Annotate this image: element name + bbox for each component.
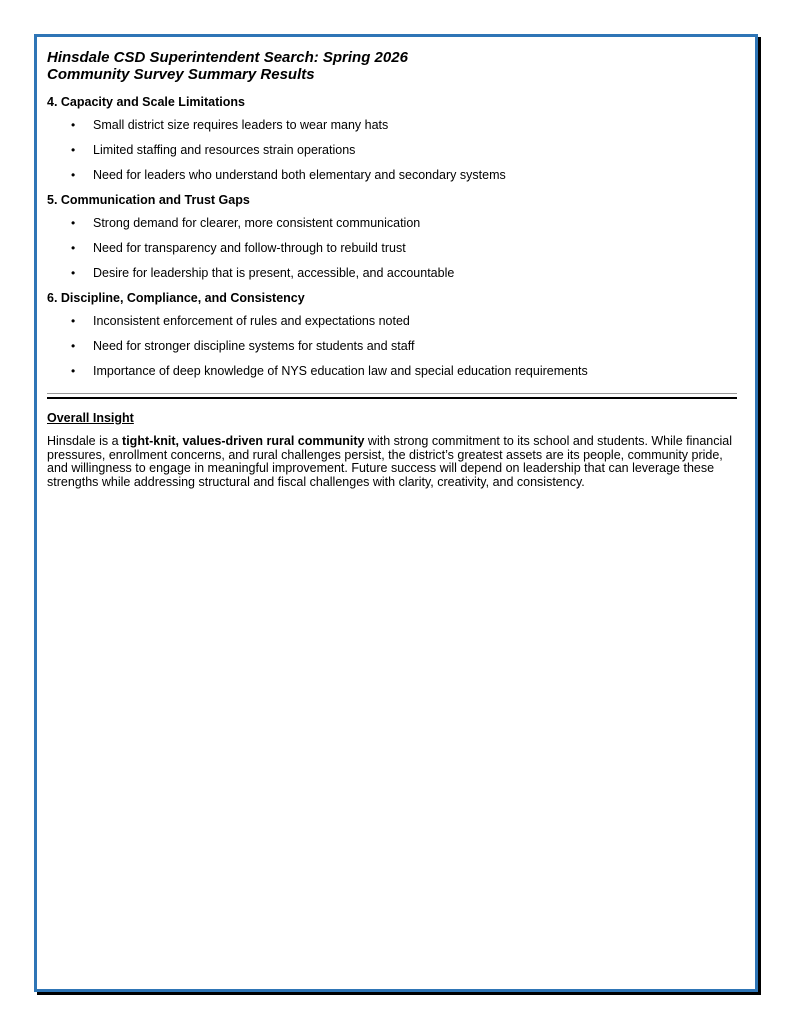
list-item [47, 339, 737, 354]
divider-thick [47, 397, 737, 399]
page-frame [34, 34, 758, 992]
list-item [47, 364, 737, 379]
list-item-text: Need for leaders who understand both elementary and secondary systems [93, 168, 506, 182]
bullet-list [47, 118, 737, 183]
insight-emphasis: tight-knit, values-driven rural community [122, 434, 365, 448]
document-title [47, 49, 737, 83]
list-item-text: Inconsistent enforcement of rules and expectations noted [93, 314, 410, 328]
section-heading: 5. Communication and Trust Gaps [47, 193, 250, 207]
list-item [47, 241, 737, 256]
section-communication-trust [47, 193, 737, 281]
bullet-icon: • [71, 168, 76, 182]
bullet-icon: • [71, 118, 76, 132]
document-title-line-1: Hinsdale CSD Superintendent Search: Spring 2026 [47, 49, 408, 66]
list-item [47, 314, 737, 329]
document-content [47, 49, 737, 489]
bullet-icon: • [71, 266, 76, 280]
list-item-text: Need for transparency and follow-through to rebuild trust [93, 241, 406, 255]
list-item-text: Importance of deep knowledge of NYS education law and special education requirements [93, 364, 588, 378]
list-item-text: Small district size requires leaders to wear many hats [93, 118, 389, 132]
bullet-icon: • [71, 143, 76, 157]
bullet-icon: • [71, 241, 76, 255]
section-heading: 6. Discipline, Compliance, and Consistency [47, 291, 305, 305]
list-item-text: Strong demand for clearer, more consistent communication [93, 216, 421, 230]
section-discipline-compliance [47, 291, 737, 379]
divider-thin [47, 393, 737, 394]
list-item-text: Need for stronger discipline systems for students and staff [93, 339, 415, 353]
bullet-icon: • [71, 339, 76, 353]
bullet-list [47, 216, 737, 281]
document-title-line-2: Community Survey Summary Results [47, 66, 315, 83]
list-item-text: Desire for leadership that is present, accessible, and accountable [93, 266, 455, 280]
insight-intro: Hinsdale is a [47, 434, 123, 448]
list-item [47, 266, 737, 281]
bullet-list [47, 314, 737, 379]
insight-body: with strong commitment to its school and students. While financial pressures, enrollment concerns, and rural challenges persist, the district’s greatest assets are its people, community pride, and willingness to engage in meaningful improvement. Future success will depend on leadership that can leverage these strengths while addressing structural and fiscal challenges with clarity, creativity, and consistency. [47, 434, 732, 489]
list-item [47, 143, 737, 158]
bullet-icon: • [71, 364, 76, 378]
list-item [47, 216, 737, 231]
section-capacity-scale [47, 95, 737, 183]
list-item-text: Limited staffing and resources strain operations [93, 143, 356, 157]
overall-insight-heading: Overall Insight [47, 411, 134, 425]
overall-insight-paragraph [47, 435, 737, 489]
bullet-icon: • [71, 314, 76, 328]
section-heading: 4. Capacity and Scale Limitations [47, 95, 245, 109]
list-item [47, 168, 737, 183]
section-divider [47, 393, 737, 399]
list-item [47, 118, 737, 133]
bullet-icon: • [71, 216, 76, 230]
